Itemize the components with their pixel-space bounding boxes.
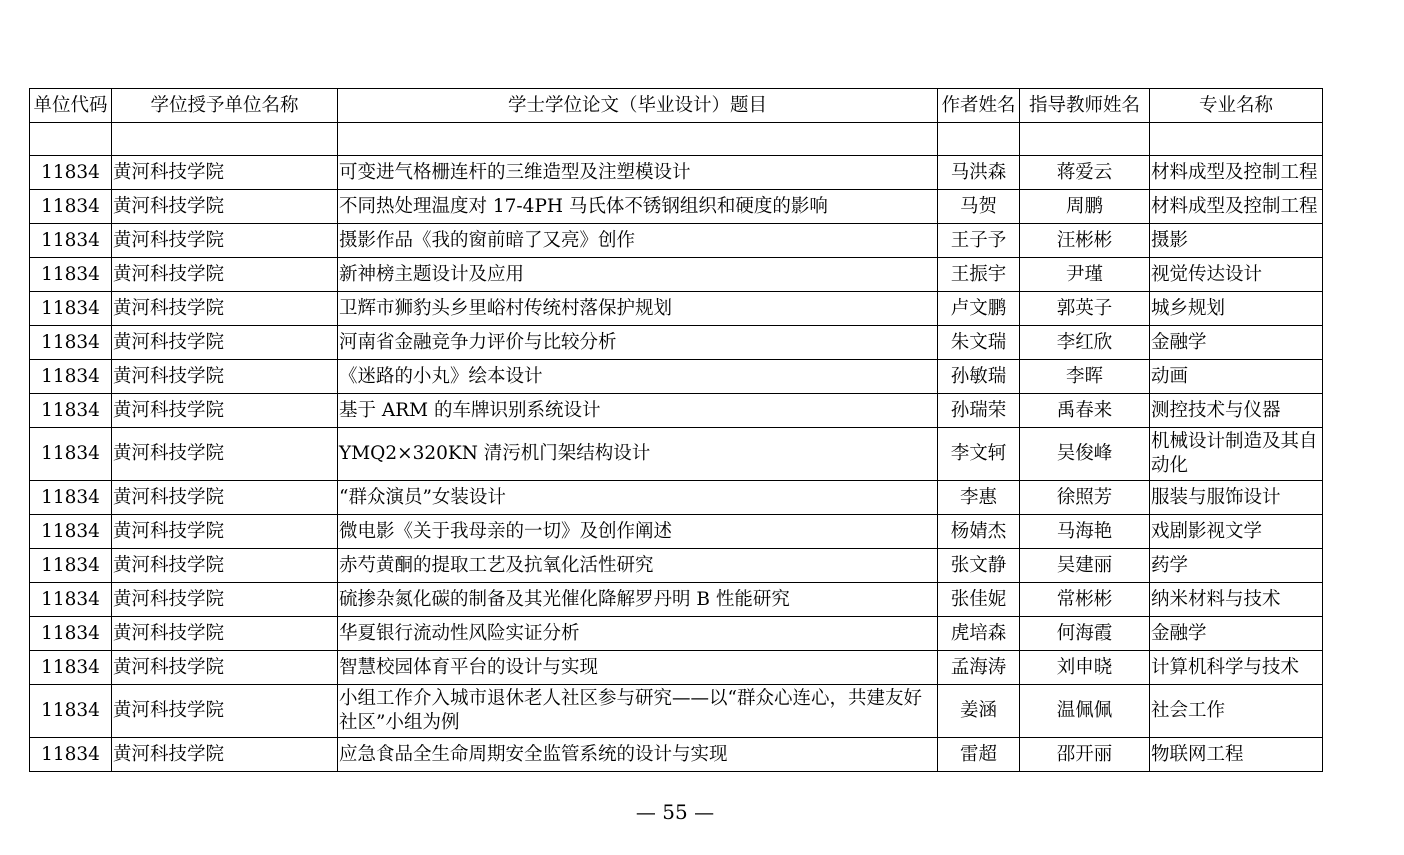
- table-row: [30, 292, 1323, 326]
- cell-thesis-title: 微电影《关于我母亲的一切》及创作阐述: [338, 515, 938, 549]
- cell-major: 戏剧影视文学: [1150, 515, 1323, 549]
- header-thesis-title: 学士学位论文（毕业设计）题目: [338, 89, 938, 123]
- cell-unit-name: 黄河科技学院: [112, 258, 338, 292]
- cell-advisor: 吴建丽: [1020, 549, 1150, 583]
- table-row: [30, 428, 1323, 481]
- cell-advisor: 郭英子: [1020, 292, 1150, 326]
- cell-unit-name: 黄河科技学院: [112, 360, 338, 394]
- cell-author: 张文静: [938, 549, 1020, 583]
- cell-unit-name: 黄河科技学院: [112, 651, 338, 685]
- cell-advisor: 李晖: [1020, 360, 1150, 394]
- cell-unit-name: 黄河科技学院: [112, 190, 338, 224]
- cell-unit-name: 黄河科技学院: [112, 224, 338, 258]
- cell-unit-code: 11834: [30, 617, 112, 651]
- cell-advisor: 蒋爱云: [1020, 156, 1150, 190]
- cell-author: 孙敏瑞: [938, 360, 1020, 394]
- cell-unit-name: 黄河科技学院: [112, 617, 338, 651]
- cell-thesis-title: 智慧校园体育平台的设计与实现: [338, 651, 938, 685]
- table-row: [30, 190, 1323, 224]
- cell-unit-code: 11834: [30, 292, 112, 326]
- cell-major: 物联网工程: [1150, 738, 1323, 772]
- cell-major: 视觉传达设计: [1150, 258, 1323, 292]
- cell-unit-name: 黄河科技学院: [112, 326, 338, 360]
- cell-unit-name: 黄河科技学院: [112, 685, 338, 738]
- table-row: [30, 549, 1323, 583]
- cell-thesis-title: 《迷路的小丸》绘本设计: [338, 360, 938, 394]
- header-unit-name: 学位授予单位名称: [112, 89, 338, 123]
- cell-major: 材料成型及控制工程: [1150, 156, 1323, 190]
- table-row: [30, 583, 1323, 617]
- table-row: [30, 738, 1323, 772]
- header-major: 专业名称: [1150, 89, 1323, 123]
- header-unit-code: 单位代码: [30, 89, 112, 123]
- cell-unit-code: 11834: [30, 224, 112, 258]
- cell-major: 药学: [1150, 549, 1323, 583]
- cell-major: 摄影: [1150, 224, 1323, 258]
- cell-unit-name: 黄河科技学院: [112, 428, 338, 481]
- cell-advisor: 禹春来: [1020, 394, 1150, 428]
- cell-unit-code: 11834: [30, 583, 112, 617]
- cell-author: 李惠: [938, 481, 1020, 515]
- cell-major: 服装与服饰设计: [1150, 481, 1323, 515]
- cell-unit-name: 黄河科技学院: [112, 738, 338, 772]
- table-row: [30, 156, 1323, 190]
- cell-unit-name: 黄河科技学院: [112, 394, 338, 428]
- cell-major: 测控技术与仪器: [1150, 394, 1323, 428]
- cell-author: 孙瑞荣: [938, 394, 1020, 428]
- cell-thesis-title: 基于 ARM 的车牌识别系统设计: [338, 394, 938, 428]
- cell-unit-code: 11834: [30, 515, 112, 549]
- empty-row: [30, 123, 1323, 156]
- cell-advisor: 何海霞: [1020, 617, 1150, 651]
- cell-major: 社会工作: [1150, 685, 1323, 738]
- table-row: [30, 651, 1323, 685]
- cell-unit-name: 黄河科技学院: [112, 156, 338, 190]
- empty-cell: [1150, 123, 1323, 156]
- cell-unit-code: 11834: [30, 651, 112, 685]
- cell-author: 李文轲: [938, 428, 1020, 481]
- cell-unit-code: 11834: [30, 156, 112, 190]
- cell-author: 张佳妮: [938, 583, 1020, 617]
- cell-advisor: 吴俊峰: [1020, 428, 1150, 481]
- cell-author: 马洪森: [938, 156, 1020, 190]
- cell-author: 虎培森: [938, 617, 1020, 651]
- table-row: [30, 685, 1323, 738]
- cell-major: 金融学: [1150, 326, 1323, 360]
- cell-unit-name: 黄河科技学院: [112, 583, 338, 617]
- table-row: [30, 617, 1323, 651]
- cell-author: 卢文鹏: [938, 292, 1020, 326]
- empty-cell: [938, 123, 1020, 156]
- cell-major: 计算机科学与技术: [1150, 651, 1323, 685]
- cell-advisor: 李红欣: [1020, 326, 1150, 360]
- cell-unit-code: 11834: [30, 190, 112, 224]
- table-row: [30, 481, 1323, 515]
- cell-author: 马贺: [938, 190, 1020, 224]
- table-row: [30, 224, 1323, 258]
- cell-major: 纳米材料与技术: [1150, 583, 1323, 617]
- cell-advisor: 马海艳: [1020, 515, 1150, 549]
- cell-author: 雷超: [938, 738, 1020, 772]
- cell-major: 机械设计制造及其自动化: [1150, 428, 1323, 481]
- cell-author: 杨婧杰: [938, 515, 1020, 549]
- header-author: 作者姓名: [938, 89, 1020, 123]
- cell-major: 材料成型及控制工程: [1150, 190, 1323, 224]
- header-row: [30, 89, 1323, 123]
- table-body: [30, 123, 1323, 772]
- empty-cell: [30, 123, 112, 156]
- cell-major: 金融学: [1150, 617, 1323, 651]
- cell-unit-name: 黄河科技学院: [112, 481, 338, 515]
- header-advisor: 指导教师姓名: [1020, 89, 1150, 123]
- cell-author: 王子予: [938, 224, 1020, 258]
- cell-unit-code: 11834: [30, 685, 112, 738]
- cell-author: 姜涵: [938, 685, 1020, 738]
- cell-unit-code: 11834: [30, 428, 112, 481]
- cell-advisor: 刘申晓: [1020, 651, 1150, 685]
- cell-advisor: 邵开丽: [1020, 738, 1150, 772]
- empty-cell: [1020, 123, 1150, 156]
- empty-cell: [338, 123, 938, 156]
- cell-unit-code: 11834: [30, 258, 112, 292]
- cell-unit-code: 11834: [30, 549, 112, 583]
- cell-thesis-title: 不同热处理温度对 17-4PH 马氏体不锈钢组织和硬度的影响: [338, 190, 938, 224]
- cell-thesis-title: 新神榜主题设计及应用: [338, 258, 938, 292]
- cell-advisor: 常彬彬: [1020, 583, 1150, 617]
- cell-thesis-title: 赤芍黄酮的提取工艺及抗氧化活性研究: [338, 549, 938, 583]
- cell-thesis-title: 华夏银行流动性风险实证分析: [338, 617, 938, 651]
- table-row: [30, 515, 1323, 549]
- cell-author: 朱文瑞: [938, 326, 1020, 360]
- cell-thesis-title: 可变进气格栅连杆的三维造型及注塑模设计: [338, 156, 938, 190]
- cell-author: 孟海涛: [938, 651, 1020, 685]
- table-row: [30, 258, 1323, 292]
- cell-unit-code: 11834: [30, 326, 112, 360]
- cell-advisor: 汪彬彬: [1020, 224, 1150, 258]
- cell-thesis-title: 应急食品全生命周期安全监管系统的设计与实现: [338, 738, 938, 772]
- cell-advisor: 周鹏: [1020, 190, 1150, 224]
- cell-unit-code: 11834: [30, 481, 112, 515]
- cell-advisor: 徐照芳: [1020, 481, 1150, 515]
- cell-unit-name: 黄河科技学院: [112, 515, 338, 549]
- cell-unit-code: 11834: [30, 738, 112, 772]
- cell-thesis-title: 河南省金融竞争力评价与比较分析: [338, 326, 938, 360]
- cell-thesis-title: YMQ2×320KN 清污机门架结构设计: [338, 428, 938, 481]
- table-row: [30, 326, 1323, 360]
- cell-unit-code: 11834: [30, 394, 112, 428]
- cell-unit-name: 黄河科技学院: [112, 549, 338, 583]
- cell-unit-code: 11834: [30, 360, 112, 394]
- table-row: [30, 394, 1323, 428]
- cell-thesis-title: 卫辉市狮豹头乡里峪村传统村落保护规划: [338, 292, 938, 326]
- cell-major: 动画: [1150, 360, 1323, 394]
- cell-thesis-title: 摄影作品《我的窗前暗了又亮》创作: [338, 224, 938, 258]
- empty-cell: [112, 123, 338, 156]
- thesis-table: [29, 88, 1323, 772]
- cell-author: 王振宇: [938, 258, 1020, 292]
- cell-unit-name: 黄河科技学院: [112, 292, 338, 326]
- cell-thesis-title: 硫掺杂氮化碳的制备及其光催化降解罗丹明 B 性能研究: [338, 583, 938, 617]
- cell-thesis-title: 小组工作介入城市退休老人社区参与研究——以“群众心连心，共建友好社区”小组为例: [338, 685, 938, 738]
- cell-advisor: 温佩佩: [1020, 685, 1150, 738]
- cell-advisor: 尹瑾: [1020, 258, 1150, 292]
- page-number: — 55 —: [635, 800, 715, 824]
- cell-thesis-title: “群众演员”女装设计: [338, 481, 938, 515]
- cell-major: 城乡规划: [1150, 292, 1323, 326]
- table-row: [30, 360, 1323, 394]
